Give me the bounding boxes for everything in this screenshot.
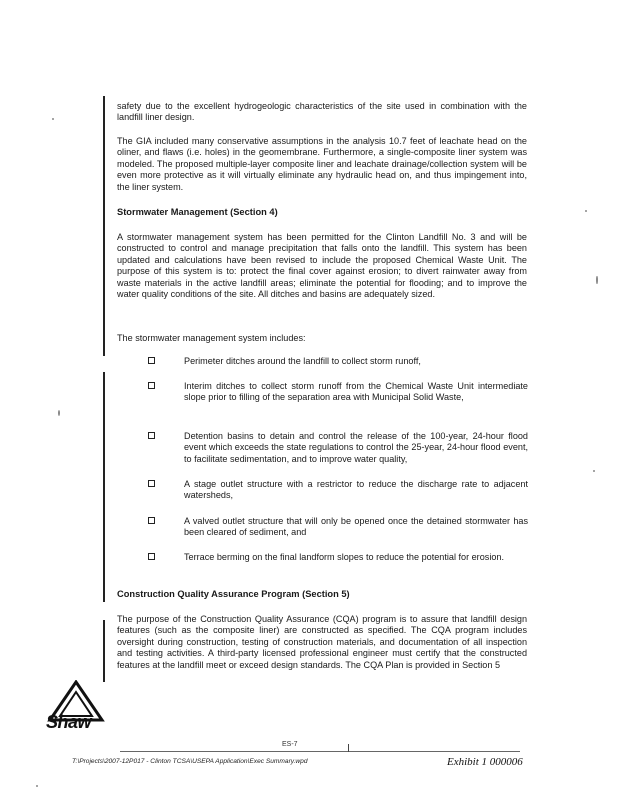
scan-speck	[593, 470, 595, 472]
paragraph-safety: safety due to the excellent hydrogeologic characteristics of the site used in combination with the landfill liner design.	[117, 101, 527, 123]
footer-file-path: T:\Projects\2007-12P017 - Clinton TCSA\USEPA Application\Exec Summary.wpd	[72, 758, 308, 765]
list-item-text: Terrace berming on the final landform slopes to reduce the potential for erosion.	[184, 552, 504, 562]
paragraph-stormwater: A stormwater management system has been permitted for the Clinton Landfill No. 3 and will be constructed to control and manage precipitation that falls onto the landfill. This system has been updated and calculations have been revised to include the proposed Chemical Waste Unit. The purpose of this system is to: protect the final cover against erosion; to divert rainwater away from waste materials in the active landfill areas; eliminate the potential for flooding; and to improve the water quality conditions of the site. All ditches and basins are adequately sized.	[117, 232, 527, 300]
revision-bar	[103, 620, 105, 682]
list-item-text: A stage outlet structure with a restrictor to reduce the discharge rate to adjacent watersheds,	[184, 479, 528, 501]
scan-speck	[58, 410, 60, 416]
checkbox-bullet-icon	[148, 553, 155, 560]
heading-cqa: Construction Quality Assurance Program (Section 5)	[117, 589, 350, 599]
exhibit-stamp: Exhibit 1 000006	[447, 756, 523, 768]
shaw-logo-text: Shaw	[46, 712, 92, 732]
paragraph-includes: The stormwater management system includes:	[117, 333, 306, 343]
revision-bar	[103, 96, 105, 356]
checkbox-bullet-icon	[148, 357, 155, 364]
scan-speck	[36, 785, 38, 787]
scan-speck	[596, 276, 598, 284]
footer-rule	[120, 751, 520, 752]
checkbox-bullet-icon	[148, 480, 155, 487]
checkbox-bullet-icon	[148, 382, 155, 389]
scan-speck	[52, 118, 54, 120]
list-item-text: A valved outlet structure that will only be opened once the detained stormwater has been cleared of sediment, and	[184, 516, 528, 538]
paragraph-gia: The GIA included many conservative assumptions in the analysis 10.7 feet of leachate head on the oliner, and flaws (i.e. holes) in the geomembrane. Furthermore, a single-composite liner system was modeled. The proposed multiple-layer composite liner and leachate drainage/collection system will be even more protective as it will virtually eliminate any hydraulic head on, and thus impingement into, the liner system.	[117, 136, 527, 192]
checkbox-bullet-icon	[148, 517, 155, 524]
scan-speck	[585, 210, 587, 212]
checkbox-bullet-icon	[148, 432, 155, 439]
footer-rule-tick	[348, 744, 349, 752]
list-item-text: Detention basins to detain and control the release of the 100-year, 24-hour flood event which exceeds the state regulations to control the 25-year, 24-hour flood event, to facilitate sedimentation, and to improve water quality,	[184, 431, 528, 464]
revision-bar	[103, 372, 105, 602]
list-item-text: Perimeter ditches around the landfill to collect storm runoff,	[184, 356, 421, 366]
page-number: ES-7	[282, 741, 298, 748]
list-item-text: Interim ditches to collect storm runoff from the Chemical Waste Unit intermediate slope prior to filling of the separation area with Municipal Solid Waste,	[184, 381, 528, 403]
heading-stormwater: Stormwater Management (Section 4)	[117, 207, 278, 217]
paragraph-cqa: The purpose of the Construction Quality Assurance (CQA) program is to assure that landfill design features (such as the composite liner) are constructed as specified. The CQA program includes oversight during construction, testing of construction materials, and documentation of all inspection and testing activities. A third-party licensed professional engineer must certify that the constructed features at the landfill meet or exceed design standards. The CQA Plan is provided in Section 5	[117, 614, 527, 670]
